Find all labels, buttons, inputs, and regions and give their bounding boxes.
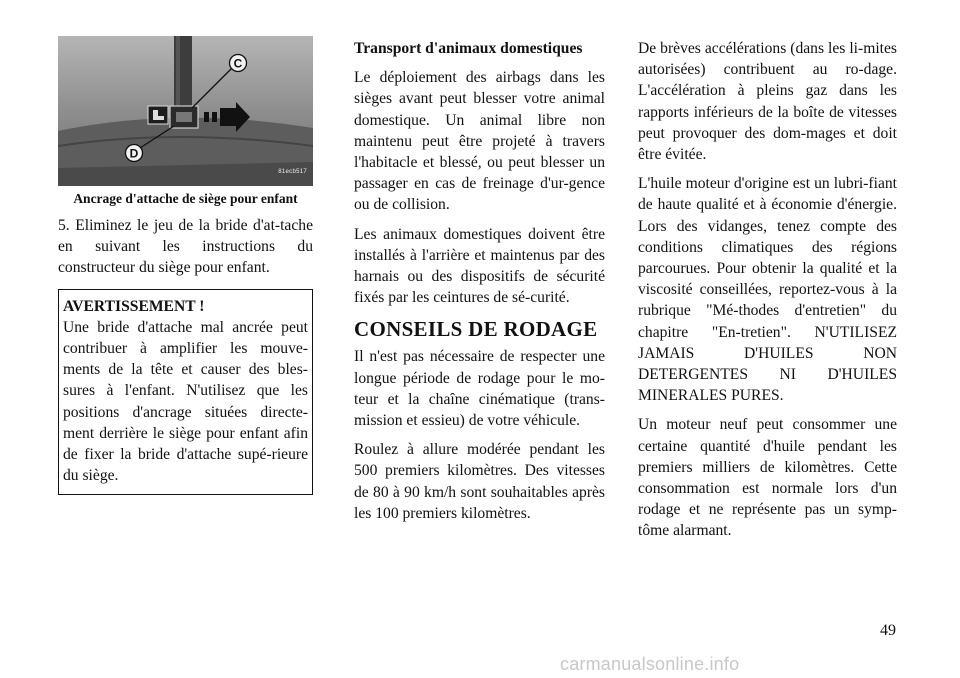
watermark: carmanualsonline.info [560, 654, 740, 674]
warning-box [58, 289, 313, 496]
tether-anchor-figure [58, 36, 313, 186]
break-in-paragraph-2: Roulez à allure modérée pendant les 500 premiers kilomètres. Des vitesses de 80 à 90 km/h sont souhaitables après les 100 premiers kilomètres. [354, 441, 605, 522]
callout-c-label: C [233, 56, 243, 71]
warning-title: AVERTISSEMENT ! [63, 297, 205, 315]
column-3 [638, 38, 897, 550]
column-2 [354, 38, 605, 532]
oil-consumption-paragraph: Un moteur neuf peut consommer une certaine quantité d'huile pendant les premiers milliers de kilomètres. Cette consommation est normale lors d'un rodage et ne représente pas un symp-tôme alarmant. [638, 416, 897, 540]
engine-oil-paragraph: L'huile moteur d'origine est un lubri-fiant de haute qualité et à économie d'énergie. Lors des vidanges, tenez compte des conditions climatiques des régions parcourues. Pour obtenir la qualité et la viscosité conseillées, reportez-vous à la rubrique "Mé-thodes d'entretien" du chapitre "En-tretien". N'UTILISEZ JAMAIS D'HUILES NON DETERGENTES NI D'HUILES MINERALES PURES. [638, 175, 897, 405]
break-in-paragraph-1: Il n'est pas nécessaire de respecter une longue période de rodage pour le mo-teur et la chaîne cinématique (trans-mission et essieu) de votre véhicule. [354, 348, 605, 430]
step-5-text: 5. Eliminez le jeu de la bride d'at-tache en suivant les instructions du constructeur du siège pour enfant. [58, 217, 313, 277]
pets-subheading: Transport d'animaux domestiques [354, 40, 583, 57]
break-in-heading: CONSEILS DE RODAGE [354, 317, 598, 342]
page-number: 49 [880, 622, 896, 639]
pets-paragraph-1: Le déploiement des airbags dans les sièges avant peut blesser votre animal domestique. Un animal libre non maintenu peut être projeté à travers l'habitacle et blessé, ou peut blesser un passager en cas de freinage d'ur-gence ou de collision. [354, 69, 605, 214]
pets-paragraph-2: Les animaux domestiques doivent être installés à l'arrière et maintenus par des harnais ou des dispositifs de sécurité fixés par les ceintures de sé-curité. [354, 225, 605, 307]
tether-anchor-illustration [58, 36, 313, 186]
acceleration-paragraph: De brèves accélérations (dans les li-mites autorisées) contribuent au ro-dage. L'accélération à pleins gaz dans les rapports inférieurs de la boîte de vitesses peut provoquer des dom-mages et doit être évitée. [638, 40, 897, 164]
figure-caption: Ancrage d'attache de siège pour enfant [73, 191, 298, 206]
callout-d-label: D [129, 146, 139, 161]
warning-text: Une bride d'attache mal ancrée peut contribuer à amplifier les mouve-ments de la tête et causer des bles-sures à l'enfant. N'utilisez que les positions d'ancrage situées directe-ment derrière le siège pour enfant afin de fixer la bride d'attache supé-rieure du siège. [63, 318, 308, 485]
figure-code: 81ecb517 [278, 168, 307, 175]
column-1 [58, 38, 313, 495]
